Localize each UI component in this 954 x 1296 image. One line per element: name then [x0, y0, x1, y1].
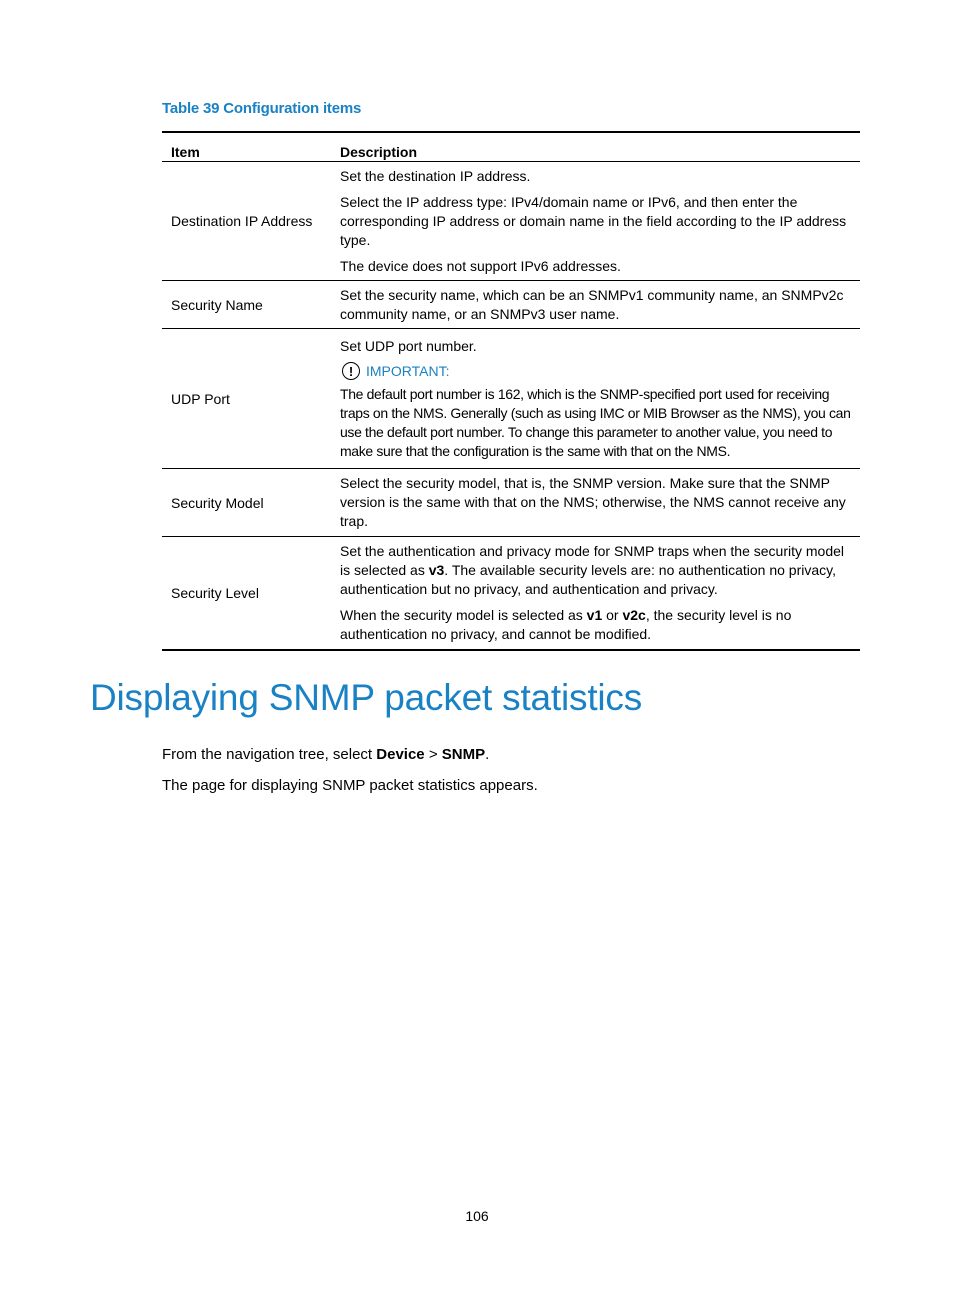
row-description: [330, 329, 860, 468]
description-text: Select the security model, that is, the SNMP version. Make sure that the SNMP version is the same with that on the NMS; otherwise, the NMS cannot receive any trap.: [340, 475, 846, 529]
row-description: [330, 537, 860, 649]
page-number: 106: [465, 1208, 489, 1224]
row-item: Security Level: [171, 585, 259, 601]
header-item: Item: [171, 144, 200, 160]
important-label: IMPORTANT:: [366, 362, 450, 379]
table-row: [162, 162, 860, 281]
table-row: [162, 281, 860, 329]
row-description: [330, 281, 860, 328]
description-text: When the security model is selected as v1 or v2c, the security level is no authentication no privacy, and cannot be modified.: [340, 607, 792, 642]
description-text: Set the authentication and privacy mode for SNMP traps when the security model is selected as v3. The available security levels are: no authentication no privacy, authentication but no privacy, and authentication and privacy.: [340, 543, 845, 597]
description-text: The device does not support IPv6 addresses.: [340, 257, 621, 274]
important-note: [340, 362, 854, 381]
table-row: [162, 469, 860, 537]
description-text: The default port number is 162, which is the SNMP-specified port used for receiving traps on the NMS. Generally (such as using IMC or MIB Browser as the NMS), you can use the default port number. To change this parameter to another value, you need to make sure that the configuration is the same with that on the NMS.: [340, 385, 851, 459]
table-caption: Table 39 Configuration items: [162, 100, 362, 117]
row-description: [330, 162, 860, 280]
table-header: [162, 133, 860, 162]
row-item: Destination IP Address: [171, 213, 313, 229]
description-text: Set the security name, which can be an SNMPv1 community name, an SNMPv2c community name, or an SNMPv3 user name.: [340, 286, 844, 322]
paragraph-result: The page for displaying SNMP packet statistics appears.: [162, 777, 538, 794]
table-row: [162, 537, 860, 649]
configuration-items-table: [162, 131, 860, 651]
row-item: Security Name: [171, 296, 263, 313]
table-row: [162, 329, 860, 469]
paragraph-navigation: From the navigation tree, select Device > SNMP.: [162, 746, 490, 763]
row-description: [330, 469, 860, 536]
description-text: Select the IP address type: IPv4/domain name or IPv6, and then enter the corresponding IP address or domain name in the field according to the IP address type.: [340, 193, 847, 248]
section-title: Displaying SNMP packet statistics: [90, 677, 643, 718]
row-item: UDP Port: [171, 390, 230, 407]
exclamation-circle-icon: !: [342, 362, 360, 380]
description-text: Set the destination IP address.: [340, 167, 531, 184]
header-description: Description: [340, 144, 418, 160]
description-text: Set UDP port number.: [340, 337, 477, 354]
row-item: Security Model: [171, 494, 264, 511]
